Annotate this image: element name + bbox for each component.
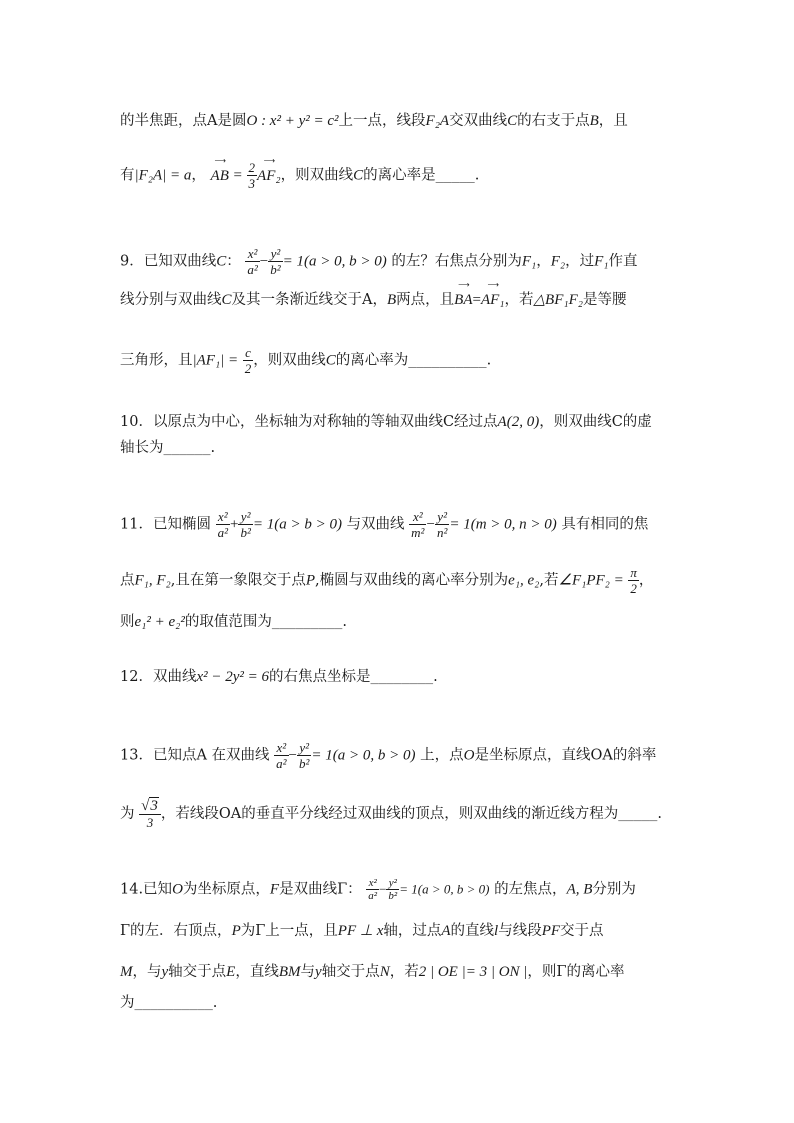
question-number: 14.已知 [120,881,173,898]
fraction-y2-b2 [386,877,399,902]
q11-line-3 [120,612,347,633]
curve-c: C [221,292,232,308]
text: 线分别与双曲线 [120,292,222,308]
axis-y: y [315,964,322,980]
minus: − [288,747,298,764]
numerator: c [243,345,254,361]
fraction-x2-a2 [216,509,230,540]
answer-blank: ________ [370,670,434,685]
answer-blank: ______ [163,441,211,456]
fraction-sqrt3-3 [139,798,161,830]
fraction-x2-a2 [245,246,259,277]
text: 的离心率是 [363,167,436,184]
vector-af2: ⟶ AF₂ [257,155,281,184]
denominator: a² [368,890,378,902]
q9-line-3 [120,345,491,376]
text: 轴，过点 [383,923,442,939]
origin-o: O [463,747,475,764]
fraction-y2-n2 [435,509,449,540]
focus-f1: F₁ [521,253,537,270]
text: ，且 [598,113,628,129]
q14-line-1 [120,877,636,902]
text: 点 [120,572,135,589]
perpendicular-relation: PF ⊥ x [337,923,384,939]
text: 上一点，线段 [338,113,426,129]
denominator: 3 [248,176,256,191]
angle-f1pf2: ∠F₁PF₂ = [558,572,624,589]
text: 轴长为 [120,440,164,456]
denominator: 2 [244,361,252,376]
answer-blank: _____ [618,807,658,822]
minus: − [426,516,435,533]
q8-line-1 [120,111,628,131]
text: ， [638,572,654,589]
text: ,且在第一象限交于点 [170,572,306,589]
point-e: E [226,964,236,980]
point-b: B [387,292,397,308]
denominator: 2 [630,581,637,596]
foci: F₁, F₂ [134,572,171,589]
denominator: a² [247,262,258,277]
point-b: B [589,113,599,129]
text: 分别为 [592,881,636,898]
text: . [212,995,218,1011]
text: . [657,806,662,822]
denominator: 3 [146,815,154,830]
condition: = 1(a > 0, b > 0) [399,881,490,897]
numerator: x² [366,877,379,890]
text: ，若 [389,964,419,980]
focus-f1: F₁ [594,253,609,270]
line-l: l [494,923,499,939]
question-number: 12．双曲线 [120,669,197,685]
numerator: x² [409,509,426,525]
q14-line-3 [120,962,624,982]
text: . [342,614,347,630]
text: 有 [120,167,135,184]
text: 的取值范围为 [184,614,272,630]
vector-ba: ⟶ BA [454,280,473,308]
text: 与双曲线 [346,516,405,533]
text: 与线段 [498,923,542,939]
text: Γ的左．右顶点， [120,923,232,939]
q8-line-2 [120,155,480,191]
denominator: a² [276,756,287,771]
text: 是等腰 [582,292,627,308]
abs-af1: |AF₁| = [192,352,239,369]
text: 是坐标原点，直线OA的斜率 [474,747,657,764]
vector-af1: ⟶ AF₁ [480,280,505,308]
curve-c: C [216,253,227,270]
text: ，则双曲线 [253,352,326,369]
text: ，若线段OA的垂直平分线经过双曲线的顶点，则双曲线的渐近线方程为 [160,806,619,822]
q10-line-1 [120,412,652,432]
axis-y: y [161,964,169,980]
q14-line-2 [120,921,604,941]
origin-o: O [172,881,183,898]
curve-c: C [325,352,336,369]
vertices-ab: A, B [566,881,593,898]
text: ,椭圆与双曲线的离心率分别为 [315,572,509,589]
text: ,若 [539,572,559,589]
text: . [486,352,492,369]
equation: x² − 2y² = 6 [196,669,270,685]
vector-label: AF₂ [257,167,281,184]
numerator: x² [274,740,288,756]
text: 的右焦点坐标是 [269,669,371,685]
text: ， [191,167,206,184]
denominator: b² [270,262,281,277]
answer-blank: __________ [408,353,487,369]
vector-label: AF₁ [480,292,505,308]
numerator: y² [435,509,449,525]
numerator: y² [297,740,311,756]
denominator: b² [240,525,251,540]
q10-line-2 [120,438,215,459]
fraction-x2-a2 [274,740,288,771]
text: ，过 [565,253,595,270]
curve-c: C [507,113,518,129]
text: ，直线 [235,964,279,980]
expression: e₁² + e₂² [134,614,185,630]
q9-line-1 [120,246,638,277]
radicand: 3 [150,798,158,814]
answer-blank: _________ [271,615,343,630]
abs-f2a: |F₂A| = a [134,167,192,184]
text: ， [536,253,551,270]
fraction-c-2 [243,345,254,376]
q9-line-2 [120,280,627,310]
text: 的左？右焦点分别为 [391,253,522,270]
minus: − [379,881,387,897]
text: 为Γ上一点，且 [240,923,338,939]
triangle-bf1f2: △BF₁F₂ [533,292,583,308]
segment-pf: PF [541,923,561,939]
text: 为 [120,806,135,822]
text: 是双曲线Γ： [279,881,362,898]
text: 三角形，且 [120,352,193,369]
point-a: A(2, 0) [497,414,540,430]
text: 作直 [608,253,638,270]
fraction-y2-b2 [238,509,252,540]
text: ，则双曲线C的虚 [539,414,652,430]
q14-line-4 [120,993,217,1014]
q13-line-1 [120,740,656,771]
numerator: y² [238,509,252,525]
equals: = [233,167,242,184]
numerator: y² [386,877,399,890]
text: . [433,669,438,685]
focus-f: F [269,881,280,898]
q11-line-1 [120,509,648,540]
text: ，则Γ的离心率 [527,964,625,980]
fraction-pi-2 [628,565,639,596]
fraction-x2-a2 [366,877,379,902]
text: . [210,440,216,456]
fraction-y2-b2 [297,740,311,771]
text: 具有相同的焦 [561,516,649,533]
equals: = [472,292,481,308]
denominator: a² [217,525,228,540]
numerator: x² [245,246,259,262]
text: 的直线 [450,923,495,939]
vector-label: AB [210,167,229,184]
denominator: n² [436,525,448,540]
question-number: 9．已知双曲线 [120,253,217,270]
question-number: 13．已知点A 在双曲线 [120,747,270,764]
numerator: x² [216,509,230,525]
text: ： [226,253,241,270]
text: 与 [300,964,316,980]
fraction-x2-m2 [409,509,426,540]
text: 的右支于点 [517,113,590,129]
text: ，与 [132,964,162,980]
condition: = 1(a > b > 0) [252,516,342,533]
point-p: P [231,923,241,939]
denominator: b² [388,890,398,902]
denominator: b² [299,756,310,771]
minus: − [259,253,269,270]
relation: 2 | OE |= 3 | ON | [418,964,528,980]
q12-line-1 [120,667,438,688]
question-number: 10．以原点为中心，坐标轴为对称轴的等轴双曲线C经过点 [120,414,498,430]
curve-c: C [353,167,364,184]
text: . [474,167,480,184]
circle-equation: O : x² + y² = c² [246,113,339,129]
eccentricities: e₁, e₂ [508,572,540,589]
text: 轴交于点 [321,964,380,980]
fraction-y2-b2 [268,246,282,277]
point-p: P [305,572,316,589]
vector-label: BA [454,292,473,308]
text: 的半焦距，点A是圆 [120,113,247,129]
text: 两点，且 [396,292,455,308]
condition: = 1(m > 0, n > 0) [449,516,557,533]
text: 的左焦点， [494,881,567,898]
point-m: M [120,964,133,980]
line-bm: BM [278,964,301,980]
vector-ab: ⟶ AB [210,155,229,184]
text: 则 [120,614,135,630]
segment-f2a: F₂A [425,113,450,129]
text: 的离心率为 [335,352,409,369]
text: ，若 [504,292,534,308]
numerator: π [630,565,637,580]
fraction-2-3 [247,160,258,191]
focus-f2: F₂ [550,253,566,270]
point-n: N [379,964,390,980]
text: 轴交于点 [168,964,227,980]
q13-line-2 [120,798,662,830]
text: 交双曲线 [449,113,508,129]
question-number: 11．已知椭圆 [120,516,211,533]
text: ，则双曲线 [280,167,354,184]
text: 上，点 [420,747,464,764]
condition: = 1(a > 0, b > 0) [311,747,416,764]
condition: = 1(a > 0, b > 0) [282,253,387,270]
numerator: 2 [248,160,256,175]
answer-blank: __________ [134,996,213,1011]
text: 交于点 [560,923,604,939]
text: 为坐标原点， [182,881,270,898]
plus: + [229,516,239,533]
answer-blank: _____ [435,168,475,184]
numerator: y² [268,246,282,262]
text: 为 [120,995,135,1011]
text: 及其一条渐近线交于A， [231,292,387,308]
point-a: A [441,923,451,939]
sqrt-icon: √3 [141,798,158,814]
denominator: m² [411,525,425,540]
q11-line-2 [120,565,653,596]
